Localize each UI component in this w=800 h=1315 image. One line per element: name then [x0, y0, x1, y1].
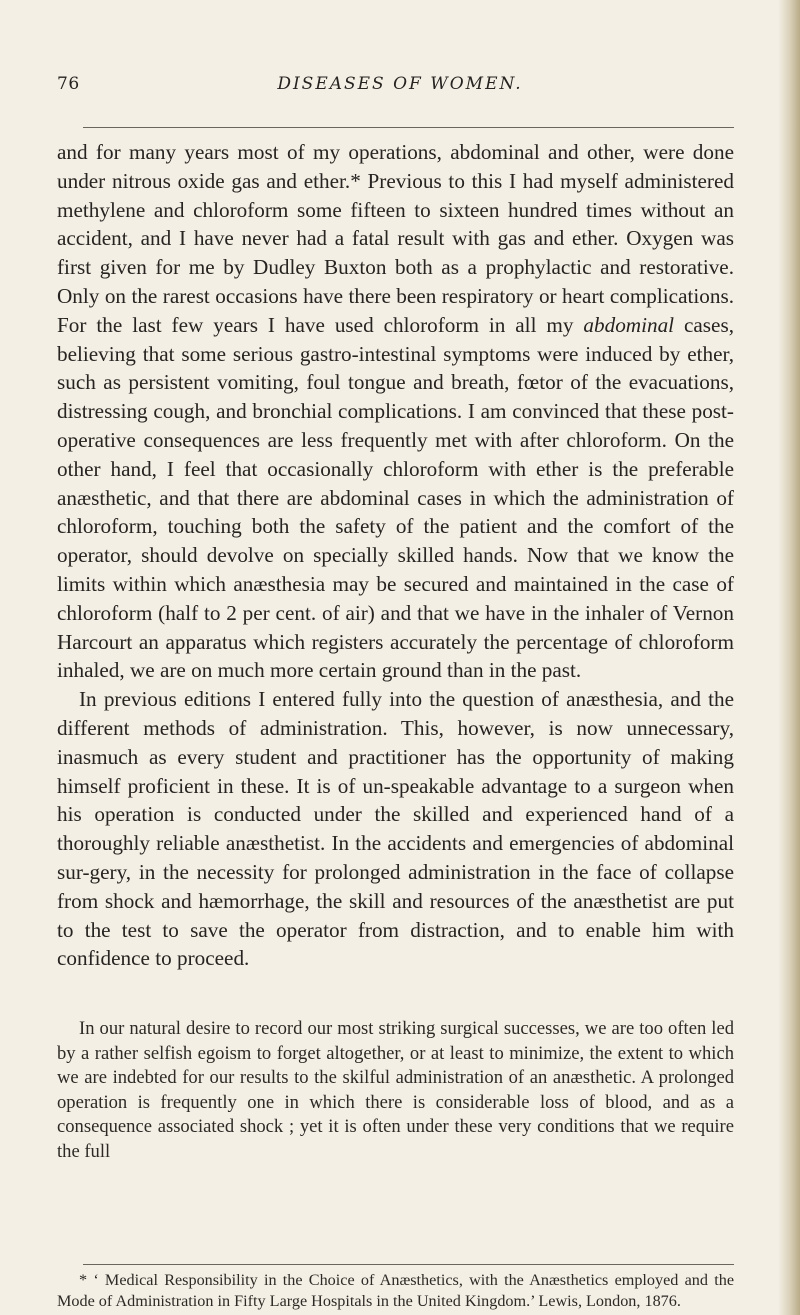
paragraph-2 [57, 685, 734, 973]
paragraph-1-italic: abdominal [583, 312, 675, 337]
footnote-rule [83, 1264, 734, 1265]
running-title: DISEASES OF WOMEN. [277, 74, 523, 94]
footnote [57, 1270, 734, 1311]
paragraph-2-text: In previous editions I entered fully into the question of anæsthesia, and the different methods of administration. This, however, is now unnecessary, inasmuch as every student and practitioner has the opportunity of making himself proficient in these. It is of un-speakable advantage to a surgeon when his operation is conducted under the skilled and experienced hand of a thoroughly reliable anæsthetist. In the accidents and emergencies of abdominal sur-gery, in the necessity for prolonged administration in the face of collapse from shock and hæmorrhage, the skill and resources of the anæsthetist are put to the test to save the operator from distraction, and to enable him with confidence to proceed. [57, 687, 734, 971]
small-print-paragraph [57, 1017, 734, 1165]
paragraph-1 [57, 138, 734, 685]
small-print-text: In our natural desire to record our most striking surgical successes, we are too often led by a rather selfish egoism to forget altogether, or at least to minimize, the extent to which we are indebted for our results to the skilful administration of an anæsthetic. A prolonged operation is frequently one in which there is considerable loss of blood, and as a consequence associated shock ; yet it is often under these very conditions that we require the full [57, 1018, 734, 1162]
header-rule [83, 127, 734, 128]
page-number: 76 [57, 74, 80, 94]
page-edge-shadow [778, 0, 800, 1315]
footnote-text: * ‘ Medical Responsibility in the Choice of Anæsthetics, with the Anæsthetics employed and the Mode of Administration in Fifty Large Hospitals in the United Kingdom.’ Lewis, London, 1876. [57, 1271, 734, 1310]
main-text [57, 138, 734, 973]
paragraph-1-part-a: and for many years most of my operations, abdominal and other, were done under nitrous oxide gas and ether.* Previous to this I had myself administered methylene and chloroform some fifteen to sixteen hundred times without an accident, and I have never had a fatal result with gas and ether. Oxygen was first given for me by Dudley Buxton both as a prophylactic and restorative. Only on the rarest occasions have there been respiratory or heart complications. For the last few years I have used chloroform in all my [57, 140, 734, 337]
paragraph-1-part-b: cases, believing that some serious gastro-intestinal symptoms were induced by ether, such as persistent vomiting, foul tongue and breath, fœtor of the evacuations, distressing cough, and bronchial complications. I am convinced that these post-operative consequences are less frequently met with after chloroform. On the other hand, I feel that occasionally chloroform with ether is the preferable anæsthetic, and that there are abdominal cases in which the administration of chloroform, touching both the safety of the patient and the comfort of the operator, should devolve on specially skilled hands. Now that we know the limits within which anæsthesia may be secured and maintained in the case of chloroform (half to 2 per cent. of air) and that we have in the inhaler of Vernon Harcourt an apparatus which registers accurately the percentage of chloroform inhaled, we are on much more certain ground than in the past. [57, 312, 735, 683]
